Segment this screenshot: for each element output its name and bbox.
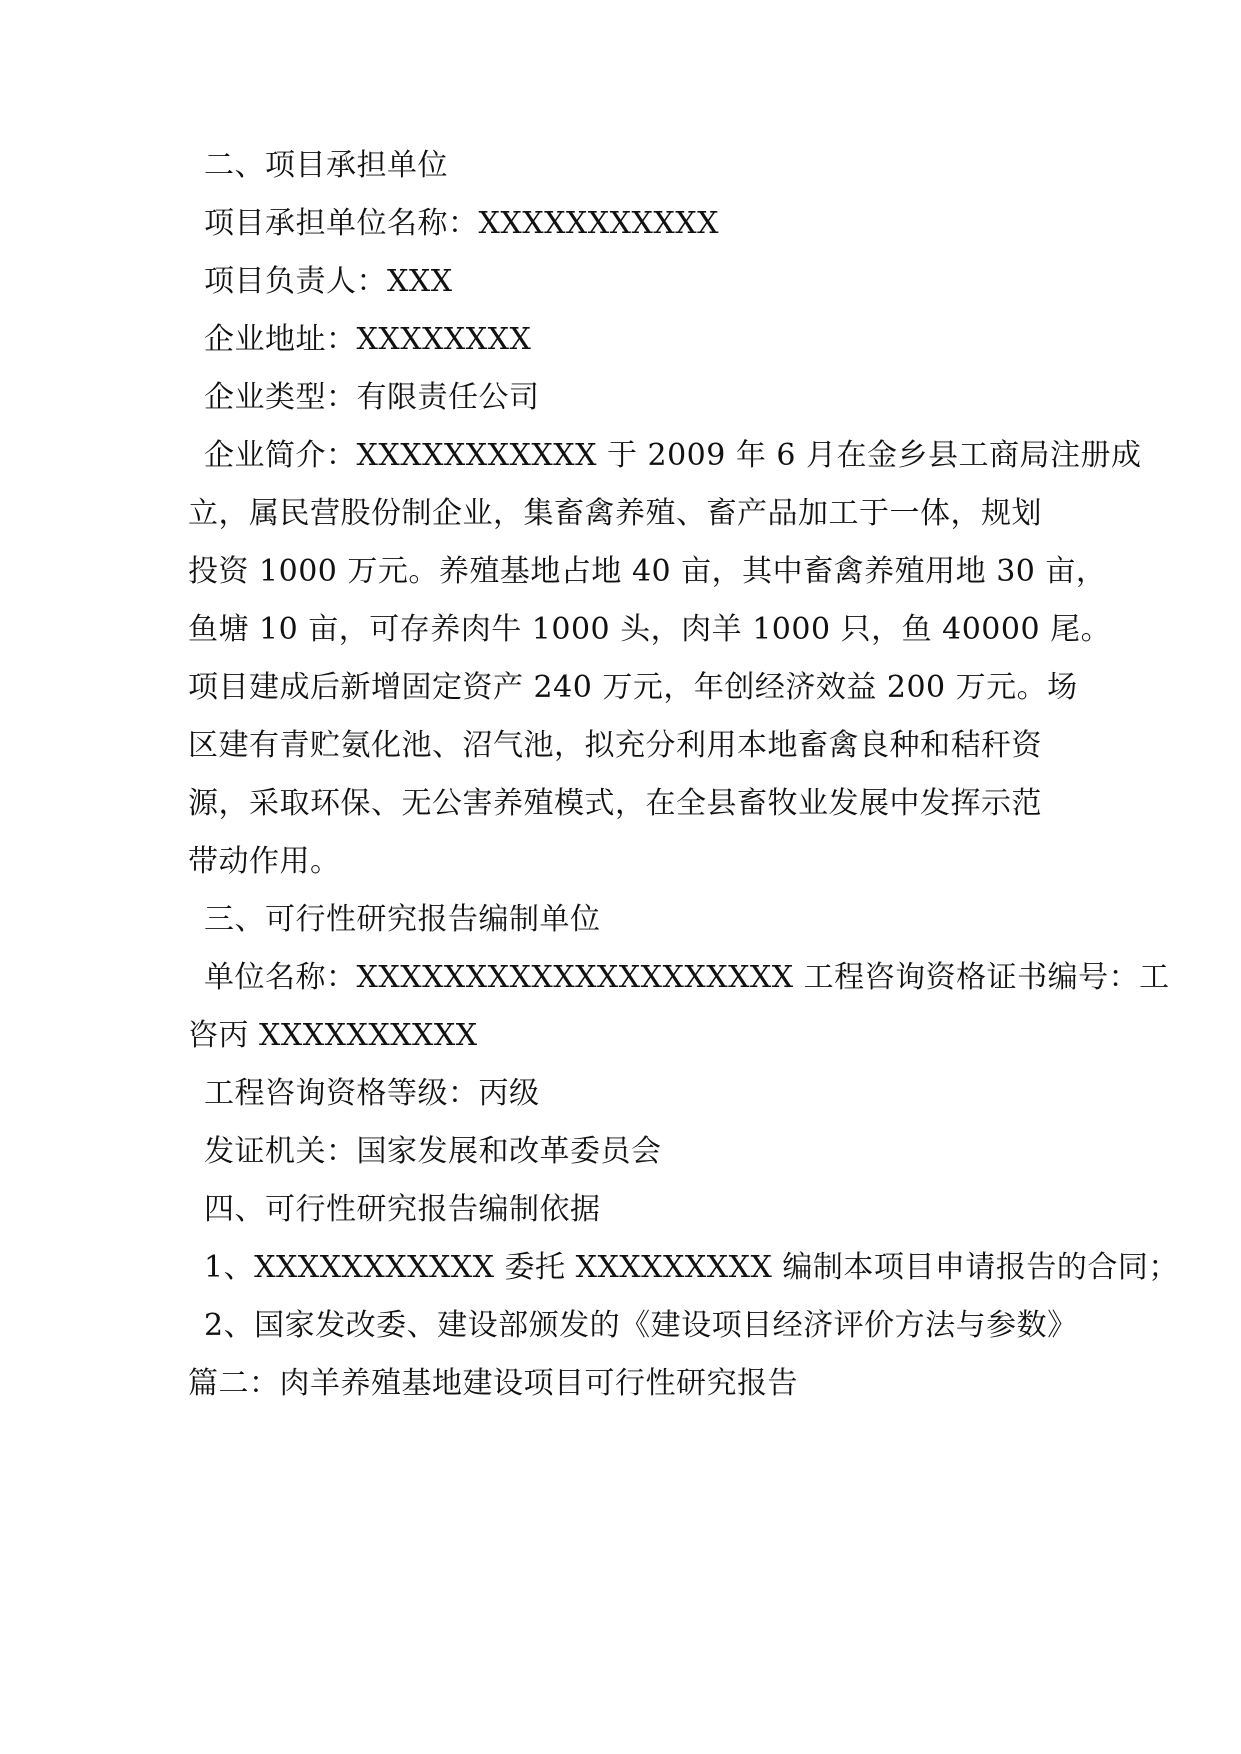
issuing-authority-line: 发证机关：国家发展和改革委员会 [204,1134,662,1169]
paragraph-line: 咨丙 XXXXXXXXXX [188,1018,478,1053]
company-intro-line: 企业简介：XXXXXXXXXXX 于 2009 年 6 月在金乡县工商局注册成 [204,438,1142,473]
qualification-level-line: 工程咨询资格等级：丙级 [204,1076,540,1111]
company-address-line: 企业地址：XXXXXXXX [204,322,532,357]
company-type-line: 企业类型：有限责任公司 [204,380,540,415]
paragraph-line: 源，采取环保、无公害养殖模式，在全县畜牧业发展中发挥示范 [188,786,1042,821]
chapter-heading: 篇二：肉羊养殖基地建设项目可行性研究报告 [188,1366,798,1401]
paragraph-line: 带动作用。 [188,844,341,879]
section-heading-2: 二、项目承担单位 [204,148,448,183]
basis-item-2: 2、国家发改委、建设部颁发的《建设项目经济评价方法与参数》 [204,1308,1078,1343]
section-heading-4: 四、可行性研究报告编制依据 [204,1192,601,1227]
paragraph-line: 投资 1000 万元。养殖基地占地 40 亩，其中畜禽养殖用地 30 亩， [188,554,1107,589]
unit-name-line: 项目承担单位名称：XXXXXXXXXXX [204,206,719,241]
compiler-unit-line: 单位名称：XXXXXXXXXXXXXXXXXXXX 工程咨询资格证书编号：工 [204,960,1170,995]
paragraph-line: 项目建成后新增固定资产 240 万元，年创经济效益 200 万元。场 [188,670,1078,705]
project-leader-line: 项目负责人：XXX [204,264,453,299]
basis-item-1: 1、XXXXXXXXXXX 委托 XXXXXXXXX 编制本项目申请报告的合同； [204,1250,1179,1285]
section-heading-3: 三、可行性研究报告编制单位 [204,902,601,937]
paragraph-line: 区建有青贮氨化池、沼气池，拟充分利用本地畜禽良种和秸秆资 [188,728,1042,763]
paragraph-line: 鱼塘 10 亩，可存养肉牛 1000 头，肉羊 1000 只，鱼 40000 尾。 [188,612,1112,647]
paragraph-line: 立，属民营股份制企业，集畜禽养殖、畜产品加工于一体，规划 [188,496,1042,531]
